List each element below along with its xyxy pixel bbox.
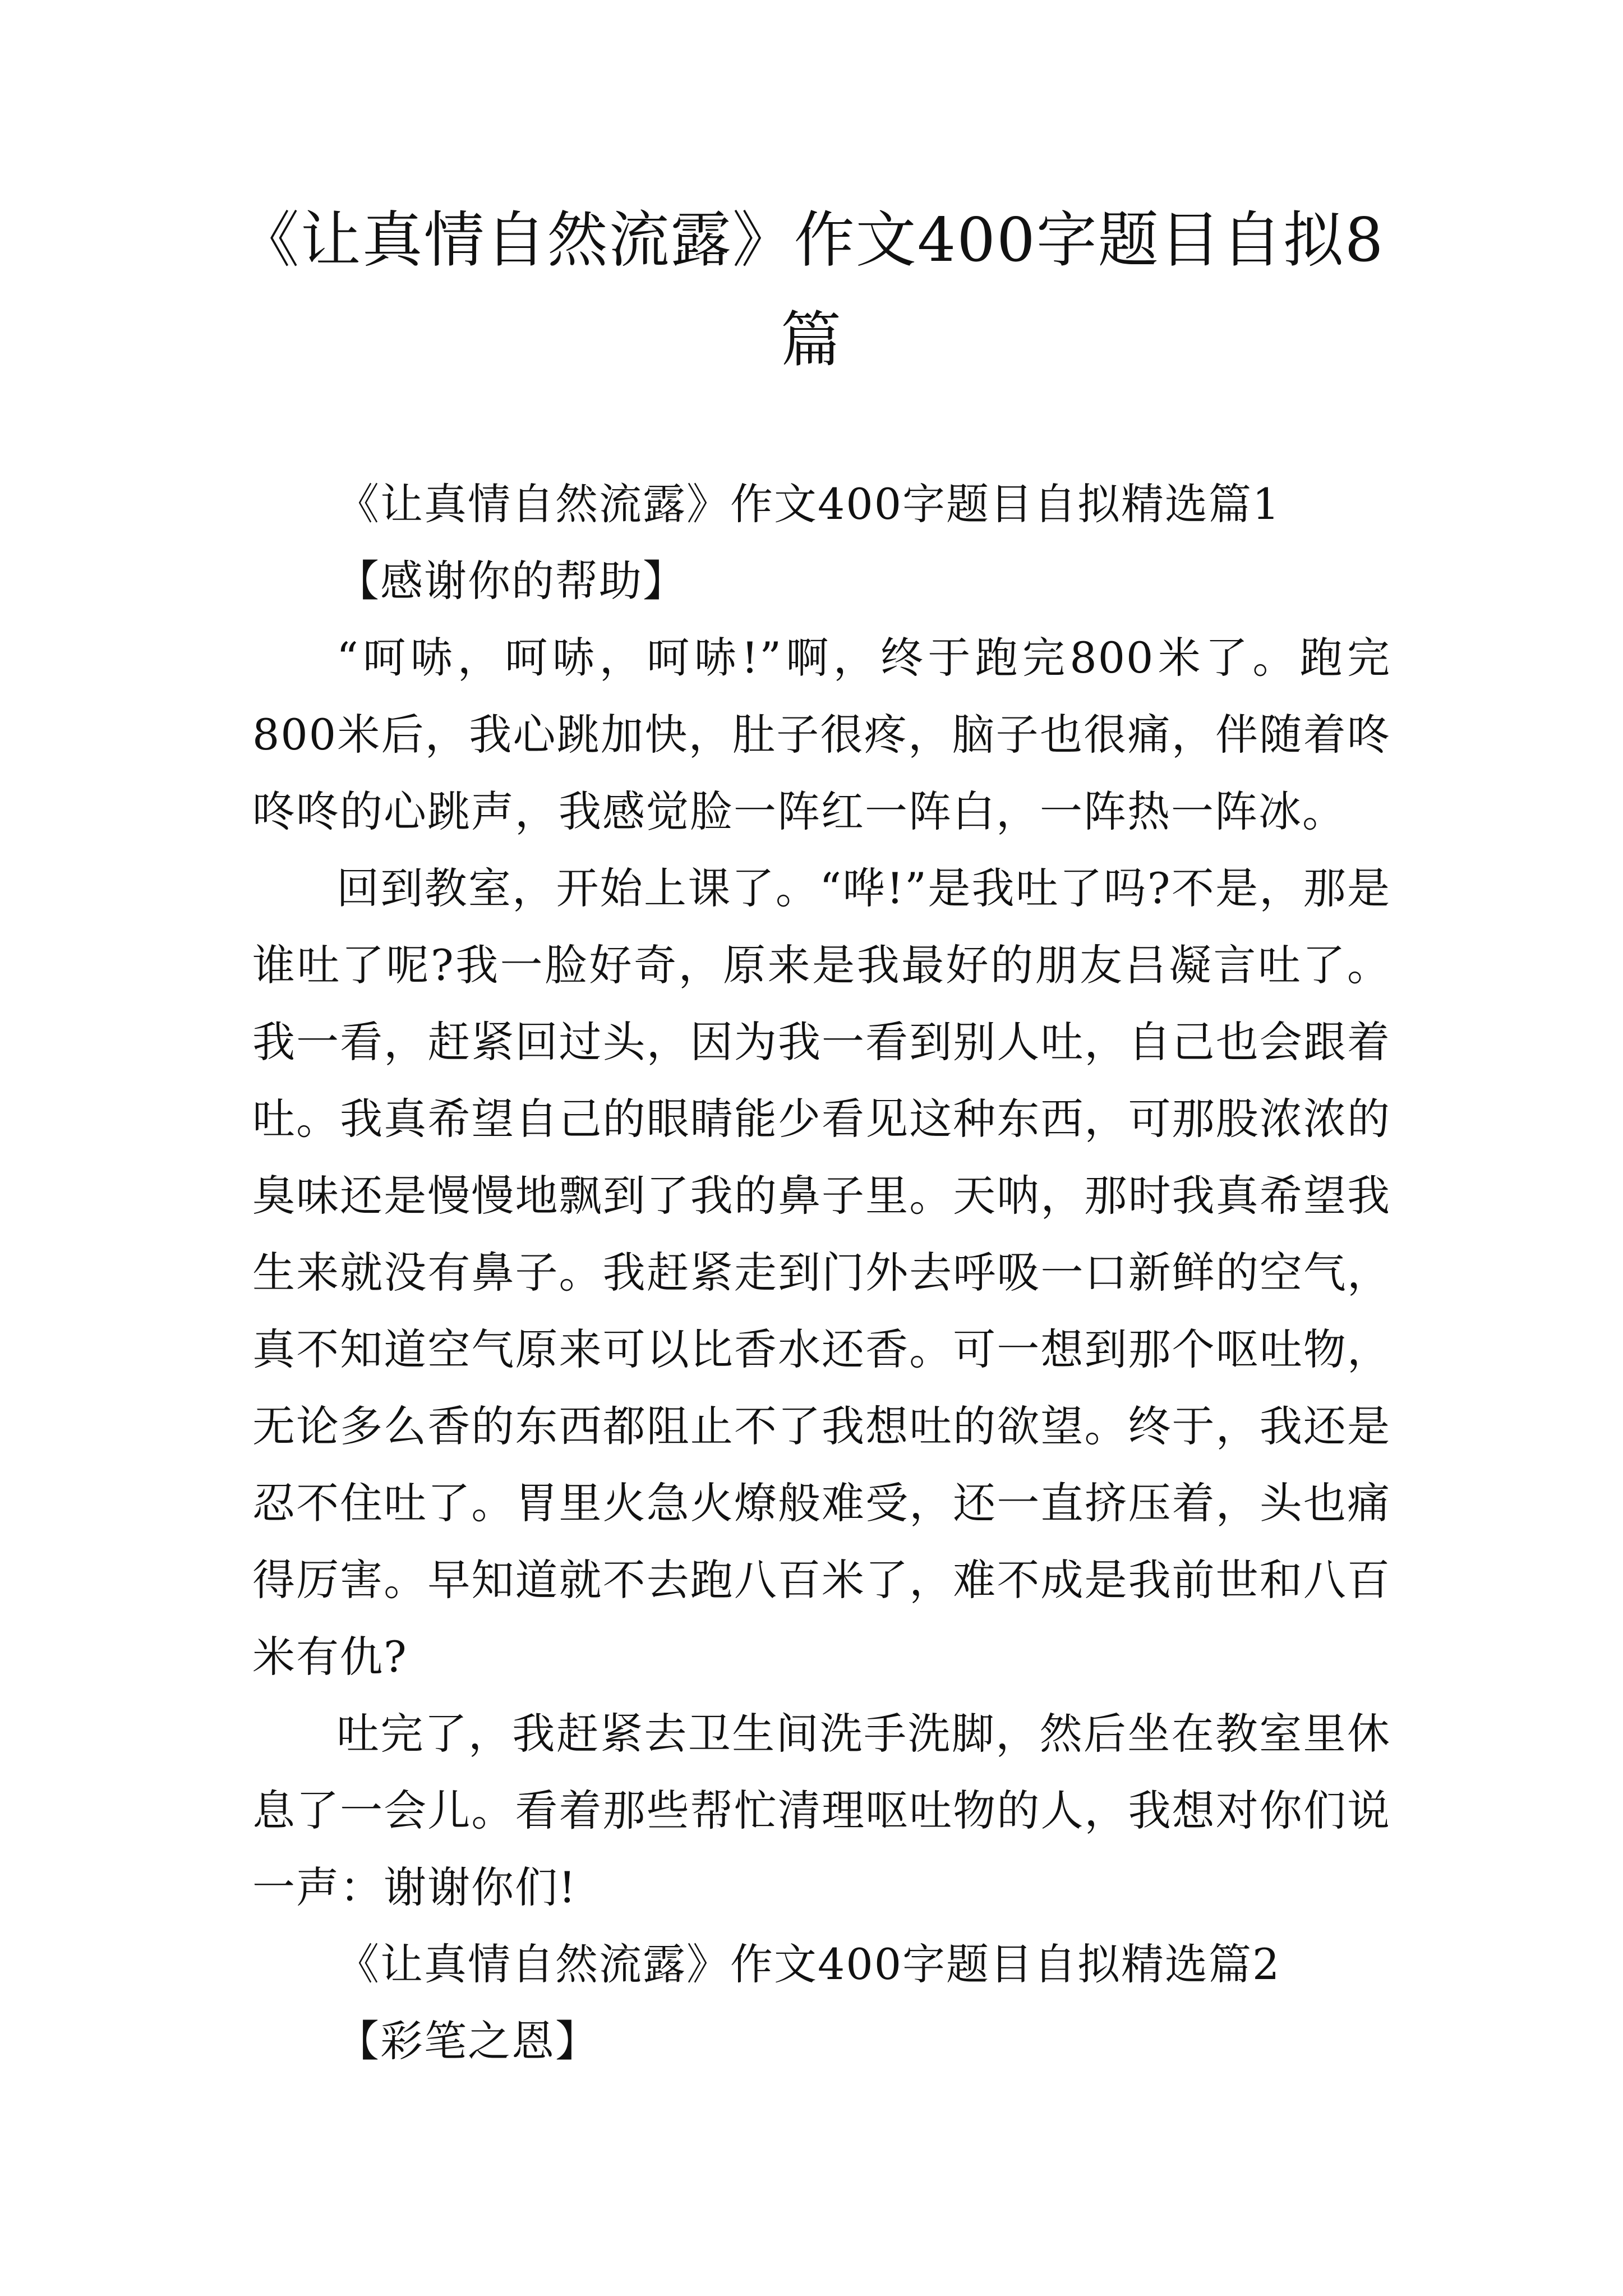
document-body: [252, 466, 1391, 2079]
section-1-paragraph-1: “呵哧，呵哧，呵哧!”啊，终于跑完800米了。跑完800米后，我心跳加快，肚子很疼，脑子也很痛，伴随着咚咚咚的心跳声，我感觉脸一阵红一阵白，一阵热一阵冰。: [252, 633, 1391, 836]
section-2-subtitle: 【彩笔之恩】: [336, 2016, 599, 2066]
document-title: 《让真情自然流露》作文400字题目自拟8篇: [238, 205, 1385, 375]
section-1-heading: 《让真情自然流露》作文400字题目自拟精选篇1: [336, 479, 1281, 529]
section-1-paragraph-2: 回到教室，开始上课了。“哗!”是我吐了吗?不是，那是谁吐了呢?我一脸好奇，原来是我最好的朋友吕凝言吐了。我一看，赶紧回过头，因为我一看到别人吐，自己也会跟着吐。我真希望自己的眼睛能少看见这种东西，可那股浓浓的臭味还是慢慢地飘到了我的鼻子里。天呐，那时我真希望我生来就没有鼻子。我赶紧走到门外去呼吸一口新鲜的空气，真不知道空气原来可以比香水还香。可一想到那个呕吐物，无论多么香的东西都阻止不了我想吐的欲望。终于，我还是忍不住吐了。胃里火急火燎般难受，还一直挤压着，头也痛得厉害。早知道就不去跑八百米了，难不成是我前世和八百米有仇?: [252, 863, 1391, 1682]
section-1-subtitle: 【感谢你的帮助】: [336, 556, 686, 606]
section-2-heading: 《让真情自然流露》作文400字题目自拟精选篇2: [336, 1939, 1281, 1989]
section-1-paragraph-3: 吐完了，我赶紧去卫生间洗手洗脚，然后坐在教室里休息了一会儿。看着那些帮忙清理呕吐物的人，我想对你们说一声：谢谢你们!: [252, 1709, 1391, 1912]
